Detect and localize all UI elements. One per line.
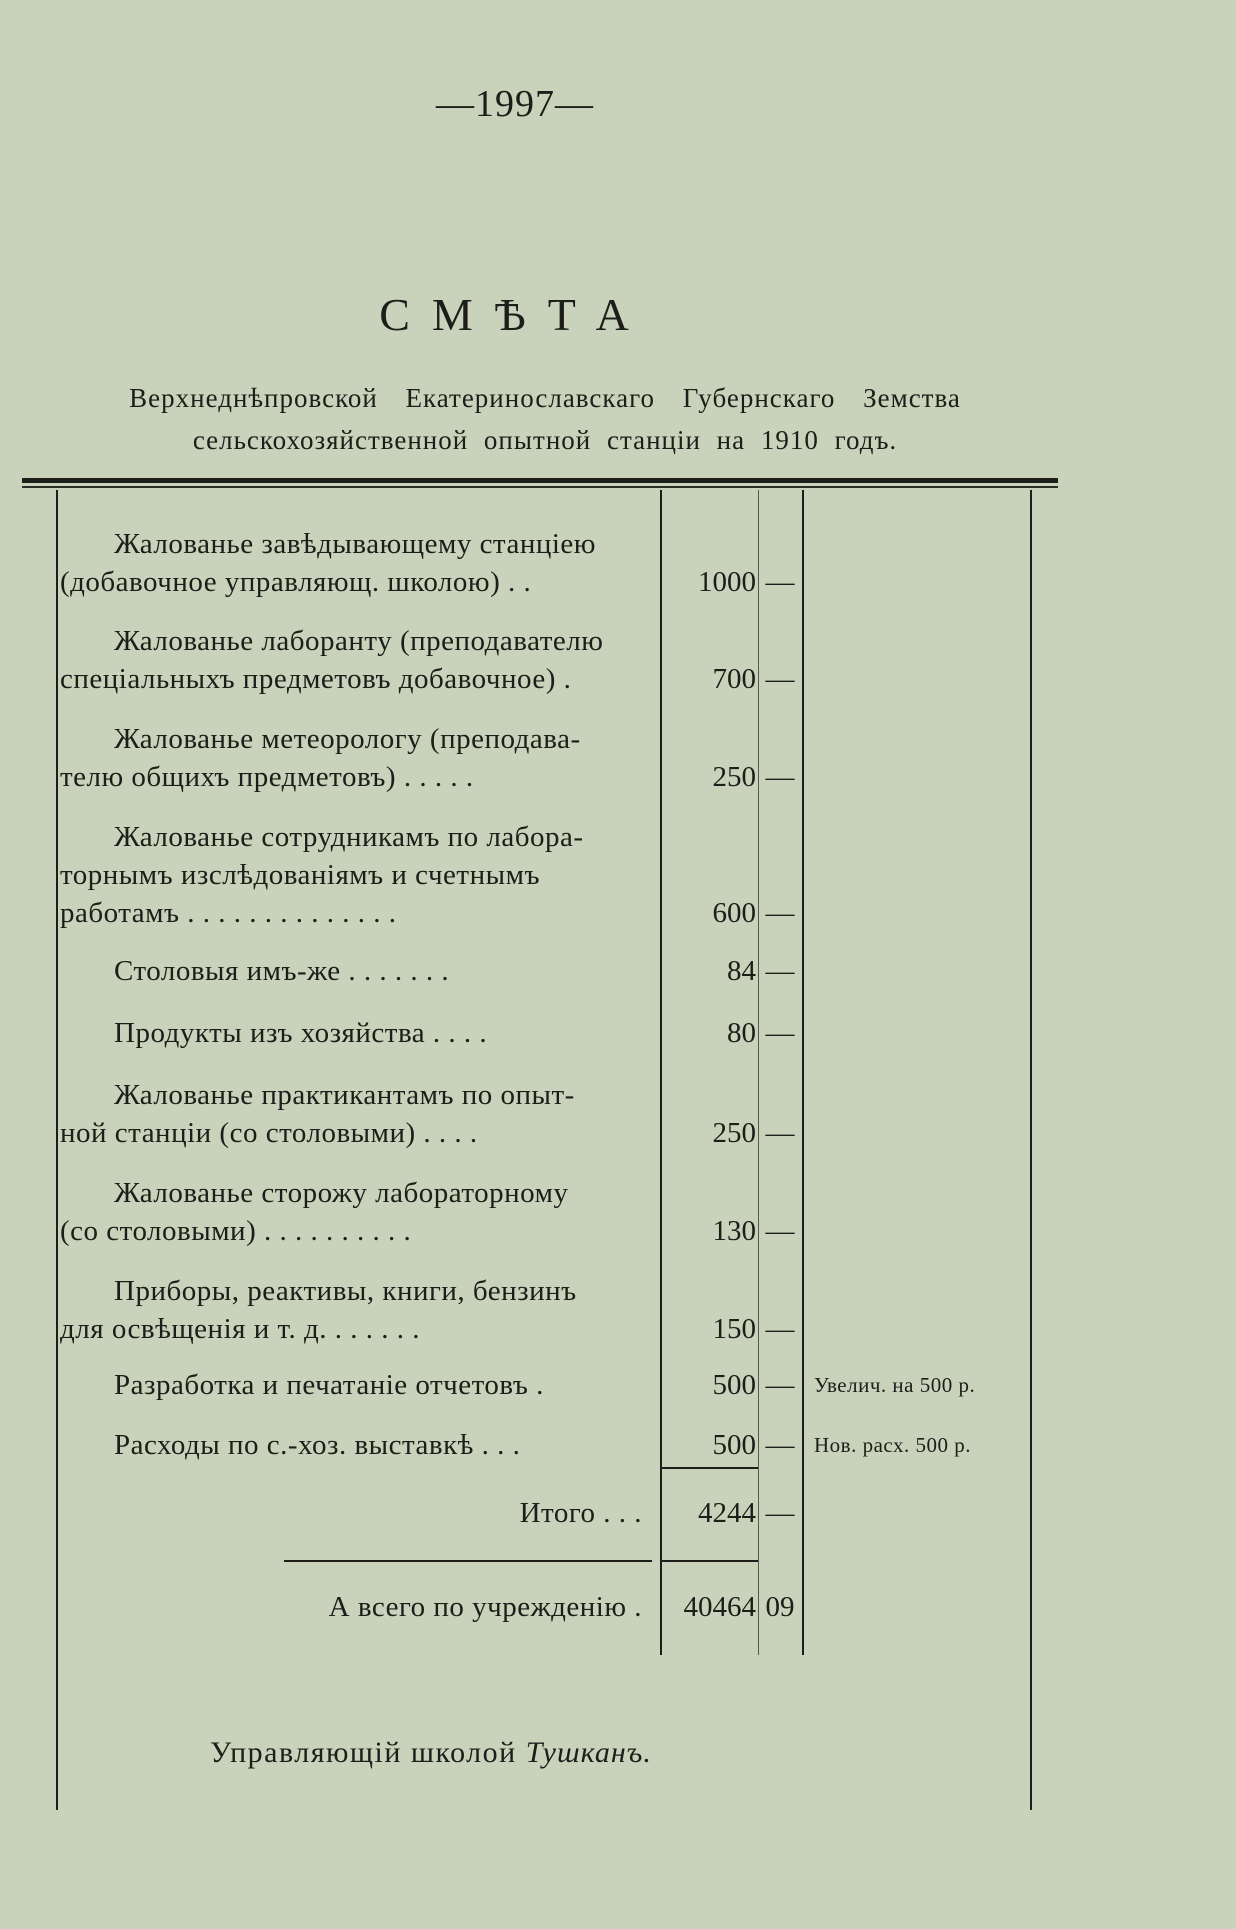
row-description-line: Жалованье метеорологу (преподава-: [114, 723, 581, 755]
row-description-line: для освѣщенія и т. д. . . . . . .: [60, 1313, 420, 1345]
row-amount: 150: [712, 1313, 756, 1345]
row-kopecks: —: [765, 1017, 795, 1049]
row-description-line: работамъ . . . . . . . . . . . . . .: [60, 897, 397, 929]
row-kopecks: —: [765, 566, 795, 598]
row-kopecks: —: [765, 761, 795, 793]
row-note: Увелич. на 500 р.: [814, 1373, 976, 1397]
row-description: [60, 818, 650, 932]
header-rule-thin: [22, 486, 1058, 488]
row-amount: 80: [727, 1017, 756, 1049]
total-label: Итого . . .: [519, 1497, 642, 1529]
row-description: [60, 622, 650, 698]
row-description: [60, 1366, 650, 1404]
row-description-line: Жалованье практикантамъ по опыт-: [114, 1079, 575, 1111]
row-description: [60, 1272, 650, 1348]
row-description: [60, 1014, 650, 1052]
header-rule-thick: [22, 478, 1058, 483]
row-note: Нов. расх. 500 р.: [814, 1433, 971, 1457]
signature-name: Тушканъ.: [525, 1736, 652, 1769]
row-description: [60, 1426, 650, 1464]
row-description-line: Столовыя имъ-же . . . . . . .: [114, 955, 450, 987]
sum-rule-amount: [662, 1467, 758, 1469]
total-kopecks: —: [765, 1497, 795, 1529]
row-amount: 500: [712, 1369, 756, 1401]
row-description: [60, 952, 650, 990]
document-title: СМѢТА: [379, 289, 651, 340]
total-amount: 4244: [698, 1497, 756, 1529]
row-amount: 500: [712, 1429, 756, 1461]
subtitle-line-2: сельскохозяйственной опытной станціи на 1910 годъ.: [192, 425, 898, 455]
row-description: [60, 525, 650, 601]
row-description-line: торнымъ изслѣдованіямъ и счетнымъ: [60, 859, 540, 891]
row-kopecks: —: [765, 1429, 795, 1461]
grand-sum-rule-amount: [662, 1560, 758, 1562]
row-kopecks: —: [765, 897, 795, 929]
row-description-line: Жалованье лаборанту (преподавателю: [114, 625, 604, 657]
page-number: —1997—: [436, 83, 594, 125]
row-description-line: Расходы по с.-хоз. выставкѣ . . .: [114, 1429, 521, 1461]
grand-total-amount: 40464: [683, 1591, 756, 1623]
row-amount: 130: [712, 1215, 756, 1247]
row-kopecks: —: [765, 955, 795, 987]
row-amount: 250: [712, 761, 756, 793]
row-kopecks: —: [765, 1313, 795, 1345]
row-description-line: Жалованье завѣдывающему станціею: [114, 528, 596, 560]
row-description-line: Приборы, реактивы, книги, бензинъ: [114, 1275, 577, 1307]
signature: [210, 1736, 652, 1770]
row-description: [60, 720, 650, 796]
row-description-line: телю общихъ предметовъ) . . . . .: [60, 761, 474, 793]
row-description-line: Жалованье сотрудникамъ по лабора-: [114, 821, 584, 853]
sum-rule-label: [284, 1560, 652, 1562]
row-description-line: Разработка и печатаніе отчетовъ .: [114, 1369, 544, 1401]
row-description-line: (добавочное управляющ. школою) . .: [60, 566, 532, 598]
row-description-line: спеціальныхъ предметовъ добавочное) .: [60, 663, 572, 695]
row-amount: 700: [712, 663, 756, 695]
row-kopecks: —: [765, 1369, 795, 1401]
grand-total-kopecks: 09: [765, 1591, 795, 1623]
kopeck-column-border: [758, 490, 759, 1655]
row-amount: 250: [712, 1117, 756, 1149]
row-description-line: Жалованье сторожу лабораторному: [114, 1177, 569, 1209]
row-kopecks: —: [765, 1117, 795, 1149]
row-kopecks: —: [765, 1215, 795, 1247]
row-description-line: (со столовыми) . . . . . . . . . .: [60, 1215, 412, 1247]
row-amount: 84: [727, 955, 756, 987]
row-description-line: ной станціи (со столовыми) . . . .: [60, 1117, 478, 1149]
table-left-border: [56, 490, 58, 1810]
row-amount: 1000: [698, 566, 756, 598]
kopeck-right-border: [802, 490, 804, 1655]
row-description-line: Продукты изъ хозяйства . . . .: [114, 1017, 488, 1049]
table-right-border: [1030, 490, 1032, 1810]
row-description: [60, 1174, 650, 1250]
row-description: [60, 1076, 650, 1152]
signature-role: Управляющій школой: [210, 1736, 517, 1769]
grand-total-label: А всего по учрежденію .: [328, 1591, 642, 1623]
row-amount: 600: [712, 897, 756, 929]
subtitle-line-1: Верхнеднѣпровской Екатеринославскаго Губернскаго Земства: [129, 383, 961, 413]
row-kopecks: —: [765, 663, 795, 695]
